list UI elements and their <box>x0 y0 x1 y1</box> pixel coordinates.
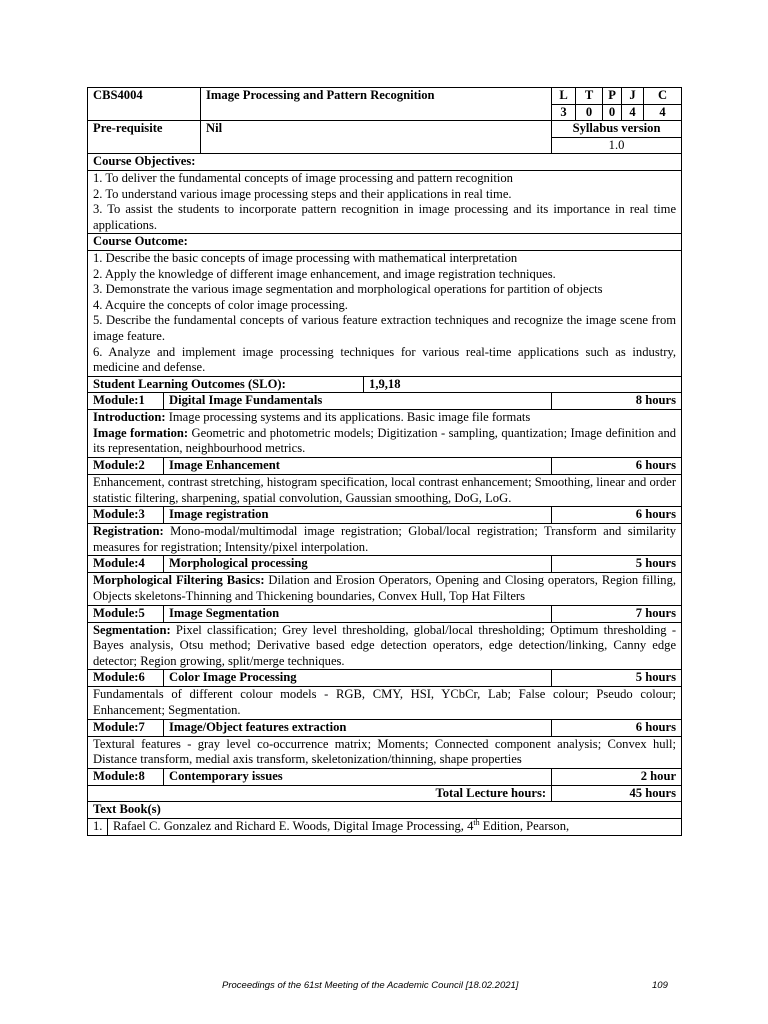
total-value: 45 hours <box>552 785 682 802</box>
outcome-item: 5. Describe the fundamental concepts of various feature extraction techniques and recognize the image scene from image feature. <box>93 313 677 343</box>
textbook-row <box>88 818 682 835</box>
syllabus-version-label: Syllabus version <box>552 121 682 138</box>
module-number: Module:7 <box>88 719 164 736</box>
module-header <box>88 605 682 622</box>
module-title: Image/Object features extraction <box>164 719 552 736</box>
module-header <box>88 507 682 524</box>
slo-label: Student Learning Outcomes (SLO): <box>88 376 364 393</box>
module-hours: 6 hours <box>552 719 682 736</box>
module-line <box>93 737 676 768</box>
ltpjc-value-l: 3 <box>552 104 576 121</box>
topic-text: Textural features - gray level co-occurrence matrix; Moments; Connected component analysis; Convex hull; Distance transform, medial axis transform, skeletonization/thinning, shape properties <box>93 736 677 767</box>
ltpjc-value-c: 4 <box>644 104 682 121</box>
header-row <box>88 88 682 105</box>
module-header <box>88 719 682 736</box>
total-row <box>88 785 682 802</box>
ltpjc-label-j: J <box>622 88 644 105</box>
module-line <box>93 475 676 506</box>
topic-text: Pixel classification; Grey level thresholding, global/local thresholding; Optimum thresholding - Bayes analysis, Otsu method; Derivative based edge detection operators, edge detection/linking, Canny edge detector; Region growing, split/merge techniques. <box>93 622 677 668</box>
topic-label: Introduction: <box>93 410 166 425</box>
course-code: CBS4004 <box>88 88 201 121</box>
textbooks-heading: Text Book(s) <box>88 802 682 819</box>
slo-value: 1,9,18 <box>364 376 682 393</box>
module-title: Image Segmentation <box>164 605 552 622</box>
outcome-item: 3. Demonstrate the various image segmentation and morphological operations for partition of objects <box>93 282 603 297</box>
ltpjc-label-p: P <box>603 88 622 105</box>
topic-text: Mono-modal/multimodal image registration; Global/local registration; Transform and similarity measures for registration; Intensity/pixel interpolation. <box>93 524 677 554</box>
module-header <box>88 458 682 475</box>
objective-item: 1. To deliver the fundamental concepts of image processing and pattern recognition <box>93 170 513 185</box>
prereq-label: Pre-requisite <box>88 121 201 154</box>
module-number: Module:1 <box>88 393 164 410</box>
module-number: Module:2 <box>88 458 164 475</box>
module-content <box>88 573 682 605</box>
module-content <box>88 687 682 719</box>
objective-item: 3. To assist the students to incorporate pattern recognition in image processing and its importance in real time applications. <box>93 202 677 232</box>
footer-text: Proceedings of the 61st Meeting of the Academic Council [18.02.2021] <box>222 980 519 991</box>
slo-row <box>88 376 682 393</box>
module-content <box>88 410 682 458</box>
outcomes-heading: Course Outcome: <box>88 234 682 251</box>
course-title: Image Processing and Pattern Recognition <box>201 88 552 121</box>
topic-text: Fundamentals of different colour models - RGB, CMY, HSI, YCbCr, Lab; False colour; Pseudo colour; Enhancement; Segmentation. <box>93 687 677 717</box>
citation-text: Rafael C. Gonzalez and Richard E. Woods, Digital Image Processing, 4 <box>113 818 474 833</box>
page-footer <box>0 980 768 994</box>
module-hours: 6 hours <box>552 507 682 524</box>
ltpjc-label-l: L <box>552 88 576 105</box>
topic-text: Image processing systems and its applications. Basic image file formats <box>165 410 531 425</box>
syllabus-sheet <box>87 87 681 836</box>
prereq-row <box>88 121 682 138</box>
objectives-heading: Course Objectives: <box>88 154 682 171</box>
module-line <box>93 426 676 457</box>
objectives-list <box>88 170 682 233</box>
ltpjc-value-j: 4 <box>622 104 644 121</box>
module-line <box>93 524 676 555</box>
outcome-item: 4. Acquire the concepts of color image processing. <box>93 297 348 312</box>
module-title: Color Image Processing <box>164 670 552 687</box>
module-title: Digital Image Fundamentals <box>164 393 552 410</box>
module-title: Image registration <box>164 507 552 524</box>
topic-text: Enhancement, contrast stretching, histogram specification, local contrast enhancement; Smoothing, linear and order statistic filtering, sharpening, spatial convolution, Gaussian smoothing, DoG, LoG. <box>93 475 677 505</box>
page-number: 109 <box>652 980 668 991</box>
topic-text: Dilation and Erosion Operators, Opening and Closing operators, Region filling, Objects skeletons-Thinning and Thickening boundaries, Convex Hull, Top Hat Filters <box>93 573 677 604</box>
module-content <box>88 736 682 768</box>
module-number: Module:3 <box>88 507 164 524</box>
module-line <box>93 410 676 426</box>
module-hours: 8 hours <box>552 393 682 410</box>
outcome-item: 6. Analyze and implement image processing techniques for various real-time applications such as industry, medicine and defense. <box>93 344 677 375</box>
module-header <box>88 556 682 573</box>
outcome-item: 2. Apply the knowledge of different image enhancement, and image registration techniques. <box>93 266 556 281</box>
topic-label: Image formation: <box>93 425 189 440</box>
module-number: Module:8 <box>88 768 164 785</box>
module-header <box>88 768 682 785</box>
total-label: Total Lecture hours: <box>88 785 552 802</box>
module-number: Module:5 <box>88 605 164 622</box>
topic-label: Registration: <box>93 524 164 539</box>
citation-text-end: Edition, Pearson, <box>479 818 570 833</box>
syllabus-version-value: 1.0 <box>552 137 682 154</box>
module-content <box>88 475 682 507</box>
ltpjc-value-p: 0 <box>603 104 622 121</box>
module-title: Morphological processing <box>164 556 552 573</box>
module-line <box>93 573 676 604</box>
module-title: Image Enhancement <box>164 458 552 475</box>
module-content <box>88 622 682 670</box>
prereq-value: Nil <box>201 121 552 154</box>
topic-label: Segmentation: <box>93 622 171 637</box>
module-header <box>88 670 682 687</box>
module-hours: 6 hours <box>552 458 682 475</box>
module-number: Module:6 <box>88 670 164 687</box>
module-hours: 7 hours <box>552 605 682 622</box>
outcome-item: 1. Describe the basic concepts of image processing with mathematical interpretation <box>93 250 518 265</box>
module-line <box>93 623 676 670</box>
syllabus-table <box>87 87 682 836</box>
module-content <box>88 524 682 556</box>
module-line <box>93 687 676 718</box>
textbook-number: 1. <box>88 818 108 835</box>
citation-superscript: th <box>473 817 480 827</box>
objective-item: 2. To understand various image processing steps and their applications in real time. <box>93 186 512 201</box>
module-hours: 2 hour <box>552 768 682 785</box>
textbook-citation <box>108 818 682 835</box>
module-number: Module:4 <box>88 556 164 573</box>
outcomes-list <box>88 250 682 376</box>
ltpjc-label-c: C <box>644 88 682 105</box>
ltpjc-value-t: 0 <box>576 104 603 121</box>
module-hours: 5 hours <box>552 556 682 573</box>
module-hours: 5 hours <box>552 670 682 687</box>
topic-label: Morphological Filtering Basics: <box>93 573 265 588</box>
module-title: Contemporary issues <box>164 768 552 785</box>
ltpjc-label-t: T <box>576 88 603 105</box>
topic-text: Geometric and photometric models; Digitization - sampling, quantization; Image definition and its representation, neighbourhood metrics. <box>93 425 677 456</box>
module-header <box>88 393 682 410</box>
